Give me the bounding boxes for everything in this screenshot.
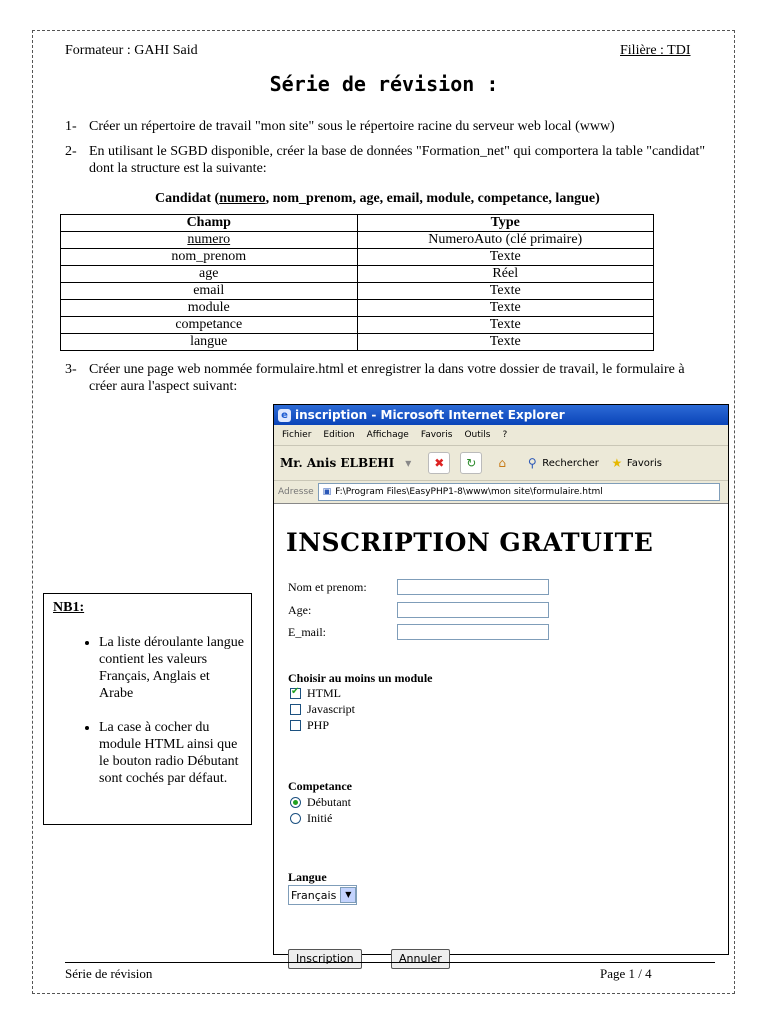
page-title: Série de révision : — [269, 72, 499, 96]
table-cell: langue — [61, 334, 358, 351]
table-row — [61, 232, 654, 249]
primary-key: numero — [219, 191, 266, 206]
option-label: Javascript — [307, 702, 355, 716]
favorites-label[interactable]: Favoris — [626, 457, 662, 469]
page-number: Page 1 / 4 — [600, 966, 652, 981]
debutant-radio[interactable] — [290, 797, 301, 808]
item-text: Créer un répertoire de travail "mon site" sous le répertoire racine du serveur web local (www) — [89, 119, 615, 134]
field-label: Age: — [288, 603, 312, 617]
address-label: Adresse — [278, 487, 314, 497]
trainer-name: Formateur : GAHI Said — [65, 43, 198, 58]
table-caption: Candidat (numero, nom_prenom, age, email, module, competance, langue) — [155, 191, 600, 206]
menu-item-outils[interactable]: Outils — [464, 430, 491, 440]
table-cell: Réel — [357, 266, 654, 283]
structure-table — [60, 214, 654, 351]
table-cell: numero — [61, 232, 358, 249]
address-bar — [274, 481, 728, 504]
competence-title: Competance — [288, 779, 352, 793]
track-label: Filière : TDI — [620, 43, 691, 58]
table-row — [61, 334, 654, 351]
javascript-checkbox[interactable] — [290, 704, 301, 715]
item-text: Créer une page web nommée formulaire.html et enregistrer la dans votre dossier de travail, le formulaire à créer aura l'aspect suivant: — [89, 362, 685, 394]
annuler-button[interactable]: Annuler — [391, 949, 450, 969]
inscription-button[interactable]: Inscription — [288, 949, 362, 969]
name-input[interactable] — [397, 579, 549, 595]
module-option — [290, 686, 341, 701]
table-row — [61, 266, 654, 283]
module-option — [290, 718, 329, 733]
table-cell: nom_prenom — [61, 249, 358, 266]
item-text: En utilisant le SGBD disponible, créer la base de données "Formation_net" qui comportera la table "candidat" dont la structure est la suivante: — [89, 144, 706, 176]
menu-item-affichage[interactable]: Affichage — [366, 430, 409, 440]
note-box — [43, 593, 252, 825]
table-cell: module — [61, 300, 358, 317]
home-icon[interactable]: ⌂ — [498, 456, 507, 470]
search-icon[interactable]: ⚲ — [527, 456, 537, 470]
footer-left: Série de révision — [65, 966, 153, 981]
note-list — [61, 634, 246, 804]
html-checkbox[interactable] — [290, 688, 301, 699]
refresh-icon[interactable]: ↻ — [460, 452, 482, 474]
field-label: Nom et prenom: — [288, 580, 367, 594]
favorites-icon[interactable]: ★ — [611, 456, 623, 470]
module-title: Choisir au moins un module — [288, 671, 433, 685]
form-heading: INSCRIPTION GRATUITE — [286, 528, 654, 557]
table-cell: NumeroAuto (clé primaire) — [357, 232, 654, 249]
option-label: PHP — [307, 718, 330, 732]
column-header: Champ — [61, 215, 358, 232]
browser-title-bar — [274, 405, 728, 425]
table-row — [61, 249, 654, 266]
note-item: • La case à cocher du module HTML ainsi que le bouton radio Débutant sont cochés par défaut. — [99, 719, 246, 787]
langue-select[interactable] — [288, 885, 357, 905]
menu-item-help[interactable]: ? — [502, 430, 508, 440]
initie-radio[interactable] — [290, 813, 301, 824]
item-number: 2- — [65, 144, 77, 159]
table-row — [61, 300, 654, 317]
table-cell: Texte — [357, 300, 654, 317]
search-label[interactable]: Rechercher — [542, 457, 599, 469]
competence-option — [290, 811, 332, 826]
competence-option — [290, 795, 351, 810]
menu-bar — [274, 425, 728, 446]
option-label: HTML — [307, 686, 341, 700]
table-header-row — [61, 215, 654, 232]
menu-item-edition[interactable]: Edition — [323, 430, 355, 440]
table-row — [61, 317, 654, 334]
php-checkbox[interactable] — [290, 720, 301, 731]
item-number: 1- — [65, 119, 77, 134]
dropdown-arrow-icon[interactable]: ▾ — [405, 456, 412, 470]
item-number: 3- — [65, 362, 77, 377]
email-input[interactable] — [397, 624, 549, 640]
table-cell: Texte — [357, 249, 654, 266]
option-label: Débutant — [307, 795, 351, 809]
browser-title: inscription - Microsoft Internet Explorer — [295, 408, 565, 422]
address-input[interactable] — [318, 483, 720, 501]
menu-item-fichier[interactable]: Fichier — [282, 430, 312, 440]
browser-window — [273, 404, 729, 965]
page-icon: ▣ — [322, 487, 332, 497]
note-item: • La liste déroulante langue contient les valeurs Français, Anglais et Arabe — [99, 634, 246, 702]
toolbar — [274, 446, 728, 481]
back-button[interactable]: Mr. Anis ELBEHI — [280, 456, 395, 470]
table-cell: Texte — [357, 334, 654, 351]
menu-item-favoris[interactable]: Favoris — [420, 430, 453, 440]
table-cell: Texte — [357, 317, 654, 334]
chevron-down-icon: ▼ — [340, 887, 356, 903]
table-cell: email — [61, 283, 358, 300]
note-title: NB1: — [53, 600, 85, 615]
selected-value: Français — [291, 888, 337, 902]
address-value: F:\Program Files\EasyPHP1-8\www\mon site\formulaire.html — [335, 487, 603, 497]
column-header: Type — [357, 215, 654, 232]
ie-logo-icon: e — [278, 409, 291, 422]
table-cell: Texte — [357, 283, 654, 300]
table-row — [61, 283, 654, 300]
table-cell: age — [61, 266, 358, 283]
footer-divider — [65, 962, 715, 963]
stop-icon[interactable]: ✖ — [428, 452, 450, 474]
option-label: Initié — [307, 811, 333, 825]
field-label: E_mail: — [288, 625, 326, 639]
langue-title: Langue — [288, 870, 327, 884]
module-option — [290, 702, 355, 717]
table-cell: competance — [61, 317, 358, 334]
age-input[interactable] — [397, 602, 549, 618]
